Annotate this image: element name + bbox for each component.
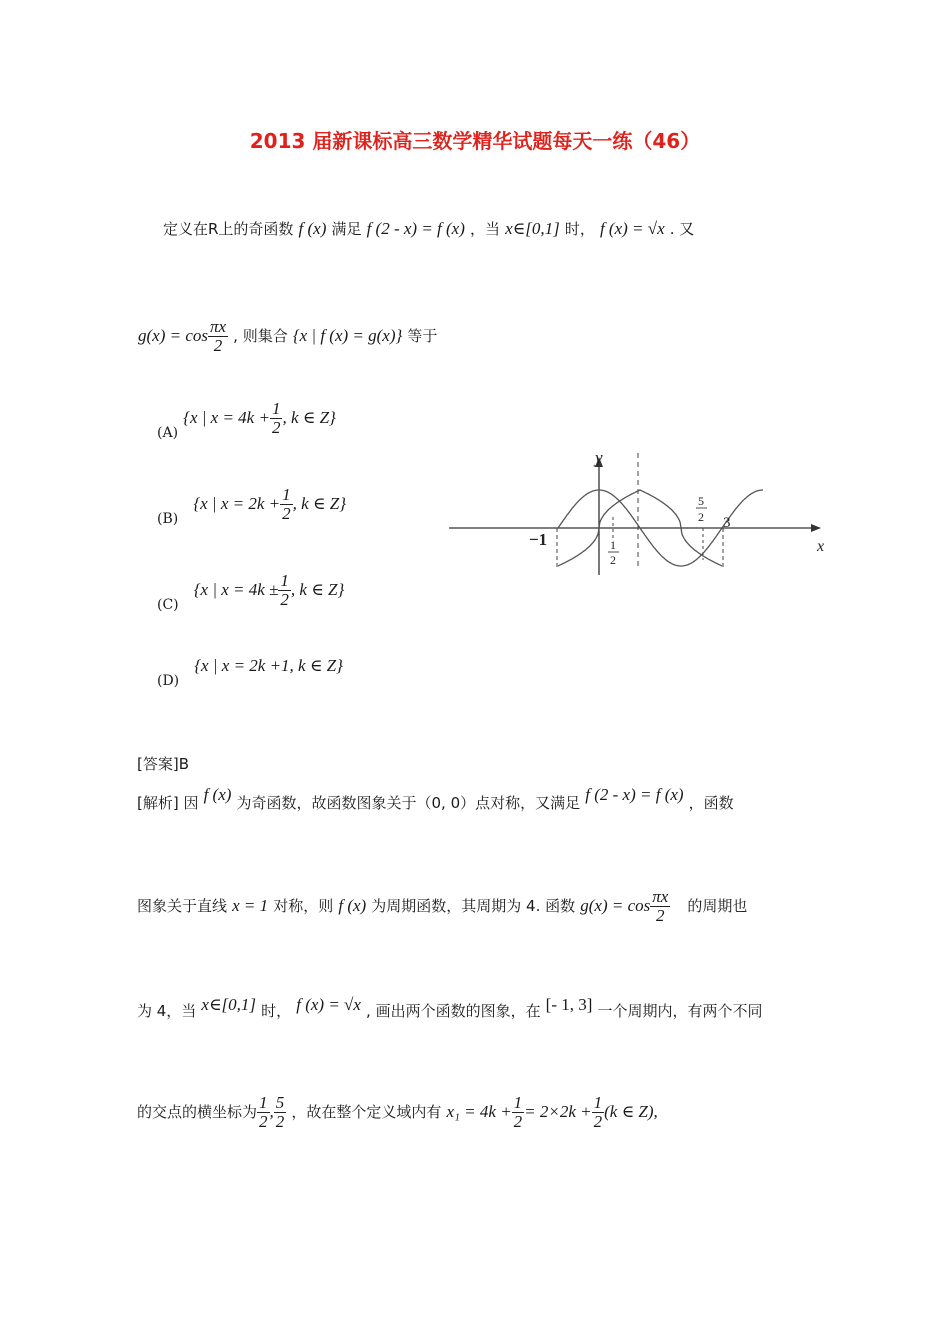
formula-set: {x | f (x) = g(x)} [292,326,403,345]
option-a [157,399,336,441]
tick-label-five-half-den: 2 [698,510,704,524]
analysis-line-4 [137,1094,658,1131]
problem-text: . 又 [669,220,695,238]
problem-text: 满足 [331,220,362,238]
fraction: $\frac{5}{2}$ [275,1093,285,1131]
fraction: $\frac{1}{2}$ [271,399,281,437]
function-graph [445,445,835,585]
option-label: (B) [157,511,179,527]
option-formula: , k ∈ Z} [290,580,345,599]
formula-fx: f (x) [298,219,327,238]
analysis-text: 的周期也 [687,897,748,915]
fraction: $\frac{\pi x}{2}$ [652,887,669,925]
fraction: $\frac{1}{2}$ [259,1093,268,1131]
problem-text: 定义在R上的奇函数 [163,220,294,238]
fraction: $\frac{1}{2}$ [280,571,289,609]
formula-solution: = 2×2k + [524,1102,592,1121]
tick-label-neg-one: −1 [529,530,548,549]
analysis-text: , 画出两个函数的图象，在 [366,1002,541,1020]
analysis-text: 为 4，当 [137,1002,197,1020]
formula-interval: [- 1, 3] [545,995,593,1014]
option-label: (C) [157,597,179,613]
tick-label-five-half-num: 5 [698,494,704,508]
x-axis-label: x [817,538,825,555]
analysis-text: 对称，则 [273,897,334,915]
option-label: (D) [157,673,180,689]
analysis-text: 时， [261,1002,292,1020]
formula-symmetry: f (2 - x) = f (x) [585,785,684,804]
tick-label-half-den: 2 [610,553,616,567]
analysis-line-2 [137,888,747,925]
problem-text: , 则集合 [233,327,288,345]
formula-fx: f (x) [338,896,367,915]
formula-sqrt: f (x) = √x [599,219,665,238]
option-b [157,485,347,527]
analysis-line-3 [137,995,763,1021]
tick-label-three: 3 [723,515,731,531]
option-c [157,571,345,613]
analysis-text: [解析] 因 [137,794,199,812]
option-formula: {x | x = 2k +1, k ∈ Z} [194,656,343,675]
option-label: (A) [157,425,179,441]
fraction: $\frac{1}{2}$ [282,485,291,523]
formula-gx: g(x) = cos [580,896,651,915]
option-formula: , k ∈ Z} [292,494,347,513]
analysis-text: 的交点的横坐标为 [137,1103,258,1121]
option-formula: {x | x = 4k ± [193,580,279,599]
formula-interval: x∈[0,1] [201,995,257,1014]
formula-symmetry: f (2 - x) = f (x) [366,219,465,238]
analysis-text: ，函数 [688,794,734,812]
fraction: $\frac{\pi x}{2}$ [210,317,227,355]
fraction-separator: , [269,1102,274,1121]
problem-text: ，当 [470,220,501,238]
option-formula: {x | x = 4k + [183,408,270,427]
formula-solution: (k ∈ Z), [604,1102,658,1121]
fraction: $\frac{1}{2}$ [593,1093,603,1131]
option-d [157,656,343,689]
problem-text: 等于 [407,327,438,345]
problem-text: 时， [564,220,595,238]
formula-sqrt: f (x) = √x [296,995,361,1014]
option-formula: {x | x = 2k + [193,494,281,513]
analysis-text: 图象关于直线 [137,897,228,915]
problem-line-2 [138,318,437,355]
x-axis-arrow [811,524,821,532]
formula-interval: x∈[0,1] [505,219,560,238]
formula-gx: g(x) = cos [138,326,209,345]
formula-line: x = 1 [232,896,269,915]
problem-line-1 [163,218,694,239]
analysis-text: 一个周期内，有两个不同 [597,1002,763,1020]
y-axis-label: y [595,448,603,467]
tick-label-half-num: 1 [610,538,616,552]
analysis-text: ，故在整个定义域内有 [291,1103,442,1121]
fraction: $\frac{1}{2}$ [513,1093,523,1131]
answer-line: [答案]B [137,755,189,773]
option-formula: , k ∈ Z} [282,408,336,427]
formula-solution: x₁ = 4k + [446,1102,512,1121]
analysis-text: 为周期函数，其周期为 4. 函数 [371,897,576,915]
document-title: 2013 届新课标高三数学精华试题每天一练（46） [249,129,701,153]
analysis-text: 为奇函数，故函数图象关于（0, 0）点对称，又满足 [236,794,581,812]
formula-fx: f (x) [203,785,232,804]
analysis-line-1 [137,785,734,813]
